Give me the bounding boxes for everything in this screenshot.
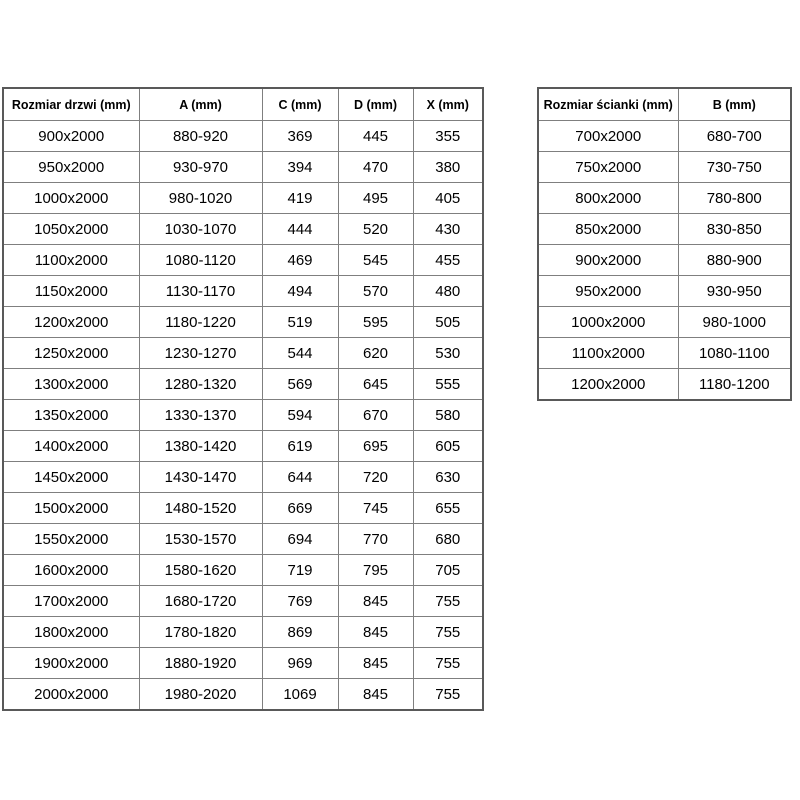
table-row [538, 245, 791, 276]
table-cell: 845 [338, 617, 413, 648]
table-cell: 405 [413, 183, 483, 214]
door-table-header-row [3, 88, 483, 121]
table-cell: 1280-1320 [139, 369, 262, 400]
table-row [3, 555, 483, 586]
column-header: Rozmiar drzwi (mm) [3, 88, 139, 121]
table-cell: 1880-1920 [139, 648, 262, 679]
table-row [3, 648, 483, 679]
table-cell: 730-750 [678, 152, 791, 183]
table-cell: 1500x2000 [3, 493, 139, 524]
table-row [3, 214, 483, 245]
table-cell: 645 [338, 369, 413, 400]
table-row [3, 307, 483, 338]
table-row [538, 369, 791, 401]
table-cell: 950x2000 [538, 276, 678, 307]
table-cell: 850x2000 [538, 214, 678, 245]
table-row [538, 307, 791, 338]
table-cell: 369 [262, 121, 338, 152]
table-cell: 750x2000 [538, 152, 678, 183]
table-cell: 680-700 [678, 121, 791, 152]
column-header: A (mm) [139, 88, 262, 121]
table-cell: 1700x2000 [3, 586, 139, 617]
table-cell: 1050x2000 [3, 214, 139, 245]
table-row [3, 493, 483, 524]
table-row [3, 183, 483, 214]
table-row [3, 276, 483, 307]
table-cell: 705 [413, 555, 483, 586]
table-cell: 469 [262, 245, 338, 276]
wall-table-header-row [538, 88, 791, 121]
table-row [3, 245, 483, 276]
table-cell: 594 [262, 400, 338, 431]
table-cell: 1430-1470 [139, 462, 262, 493]
table-cell: 595 [338, 307, 413, 338]
column-header: X (mm) [413, 88, 483, 121]
table-cell: 1900x2000 [3, 648, 139, 679]
table-cell: 1350x2000 [3, 400, 139, 431]
wall-dimensions-table [537, 87, 792, 401]
table-row [538, 183, 791, 214]
table-cell: 619 [262, 431, 338, 462]
table-cell: 1550x2000 [3, 524, 139, 555]
table-cell: 930-950 [678, 276, 791, 307]
table-cell: 1080-1100 [678, 338, 791, 369]
table-cell: 720 [338, 462, 413, 493]
table-cell: 530 [413, 338, 483, 369]
table-cell: 680 [413, 524, 483, 555]
table-cell: 755 [413, 586, 483, 617]
table-cell: 620 [338, 338, 413, 369]
table-cell: 1450x2000 [3, 462, 139, 493]
table-cell: 644 [262, 462, 338, 493]
table-cell: 719 [262, 555, 338, 586]
table-cell: 580 [413, 400, 483, 431]
table-row [3, 617, 483, 648]
table-cell: 519 [262, 307, 338, 338]
table-cell: 1380-1420 [139, 431, 262, 462]
table-cell: 545 [338, 245, 413, 276]
table-cell: 394 [262, 152, 338, 183]
table-cell: 845 [338, 679, 413, 711]
table-cell: 795 [338, 555, 413, 586]
table-row [3, 338, 483, 369]
table-cell: 2000x2000 [3, 679, 139, 711]
table-cell: 845 [338, 648, 413, 679]
table-cell: 769 [262, 586, 338, 617]
column-header: C (mm) [262, 88, 338, 121]
table-cell: 1000x2000 [538, 307, 678, 338]
table-cell: 1300x2000 [3, 369, 139, 400]
table-cell: 980-1020 [139, 183, 262, 214]
table-cell: 605 [413, 431, 483, 462]
table-cell: 480 [413, 276, 483, 307]
table-cell: 1250x2000 [3, 338, 139, 369]
table-row [3, 462, 483, 493]
table-cell: 455 [413, 245, 483, 276]
table-cell: 800x2000 [538, 183, 678, 214]
table-row [3, 431, 483, 462]
column-header: D (mm) [338, 88, 413, 121]
table-cell: 930-970 [139, 152, 262, 183]
table-cell: 780-800 [678, 183, 791, 214]
table-cell: 1200x2000 [3, 307, 139, 338]
table-cell: 980-1000 [678, 307, 791, 338]
table-cell: 1150x2000 [3, 276, 139, 307]
table-cell: 1200x2000 [538, 369, 678, 401]
table-row [3, 524, 483, 555]
table-cell: 1100x2000 [538, 338, 678, 369]
table-row [3, 679, 483, 711]
table-cell: 1069 [262, 679, 338, 711]
table-cell: 1080-1120 [139, 245, 262, 276]
table-cell: 380 [413, 152, 483, 183]
table-cell: 655 [413, 493, 483, 524]
table-cell: 630 [413, 462, 483, 493]
table-cell: 495 [338, 183, 413, 214]
table-cell: 1100x2000 [3, 245, 139, 276]
table-cell: 845 [338, 586, 413, 617]
table-cell: 1400x2000 [3, 431, 139, 462]
table-cell: 755 [413, 648, 483, 679]
table-cell: 1000x2000 [3, 183, 139, 214]
table-cell: 1580-1620 [139, 555, 262, 586]
table-cell: 570 [338, 276, 413, 307]
table-row [538, 338, 791, 369]
table-cell: 770 [338, 524, 413, 555]
table-row [3, 586, 483, 617]
table-cell: 755 [413, 679, 483, 711]
table-cell: 1030-1070 [139, 214, 262, 245]
table-row [3, 121, 483, 152]
table-row [3, 369, 483, 400]
table-cell: 1130-1170 [139, 276, 262, 307]
table-cell: 444 [262, 214, 338, 245]
table-cell: 494 [262, 276, 338, 307]
table-cell: 1230-1270 [139, 338, 262, 369]
table-cell: 470 [338, 152, 413, 183]
table-cell: 869 [262, 617, 338, 648]
table-cell: 1780-1820 [139, 617, 262, 648]
table-cell: 1180-1220 [139, 307, 262, 338]
table-cell: 505 [413, 307, 483, 338]
table-cell: 969 [262, 648, 338, 679]
table-cell: 880-920 [139, 121, 262, 152]
table-cell: 900x2000 [538, 245, 678, 276]
table-cell: 555 [413, 369, 483, 400]
table-cell: 1980-2020 [139, 679, 262, 711]
table-row [538, 121, 791, 152]
table-cell: 1330-1370 [139, 400, 262, 431]
table-cell: 1180-1200 [678, 369, 791, 401]
table-cell: 695 [338, 431, 413, 462]
door-dimensions-table [2, 87, 484, 711]
table-cell: 355 [413, 121, 483, 152]
table-row [3, 400, 483, 431]
table-cell: 694 [262, 524, 338, 555]
table-row [3, 152, 483, 183]
table-cell: 1530-1570 [139, 524, 262, 555]
table-cell: 900x2000 [3, 121, 139, 152]
table-cell: 569 [262, 369, 338, 400]
table-cell: 669 [262, 493, 338, 524]
table-cell: 880-900 [678, 245, 791, 276]
table-cell: 520 [338, 214, 413, 245]
table-cell: 544 [262, 338, 338, 369]
table-cell: 950x2000 [3, 152, 139, 183]
table-cell: 755 [413, 617, 483, 648]
table-row [538, 276, 791, 307]
column-header: Rozmiar ścianki (mm) [538, 88, 678, 121]
table-cell: 830-850 [678, 214, 791, 245]
table-cell: 670 [338, 400, 413, 431]
table-cell: 445 [338, 121, 413, 152]
table-row [538, 214, 791, 245]
column-header: B (mm) [678, 88, 791, 121]
table-cell: 1480-1520 [139, 493, 262, 524]
table-row [538, 152, 791, 183]
table-cell: 1600x2000 [3, 555, 139, 586]
table-cell: 700x2000 [538, 121, 678, 152]
table-cell: 1800x2000 [3, 617, 139, 648]
table-cell: 430 [413, 214, 483, 245]
table-cell: 745 [338, 493, 413, 524]
table-cell: 1680-1720 [139, 586, 262, 617]
table-cell: 419 [262, 183, 338, 214]
